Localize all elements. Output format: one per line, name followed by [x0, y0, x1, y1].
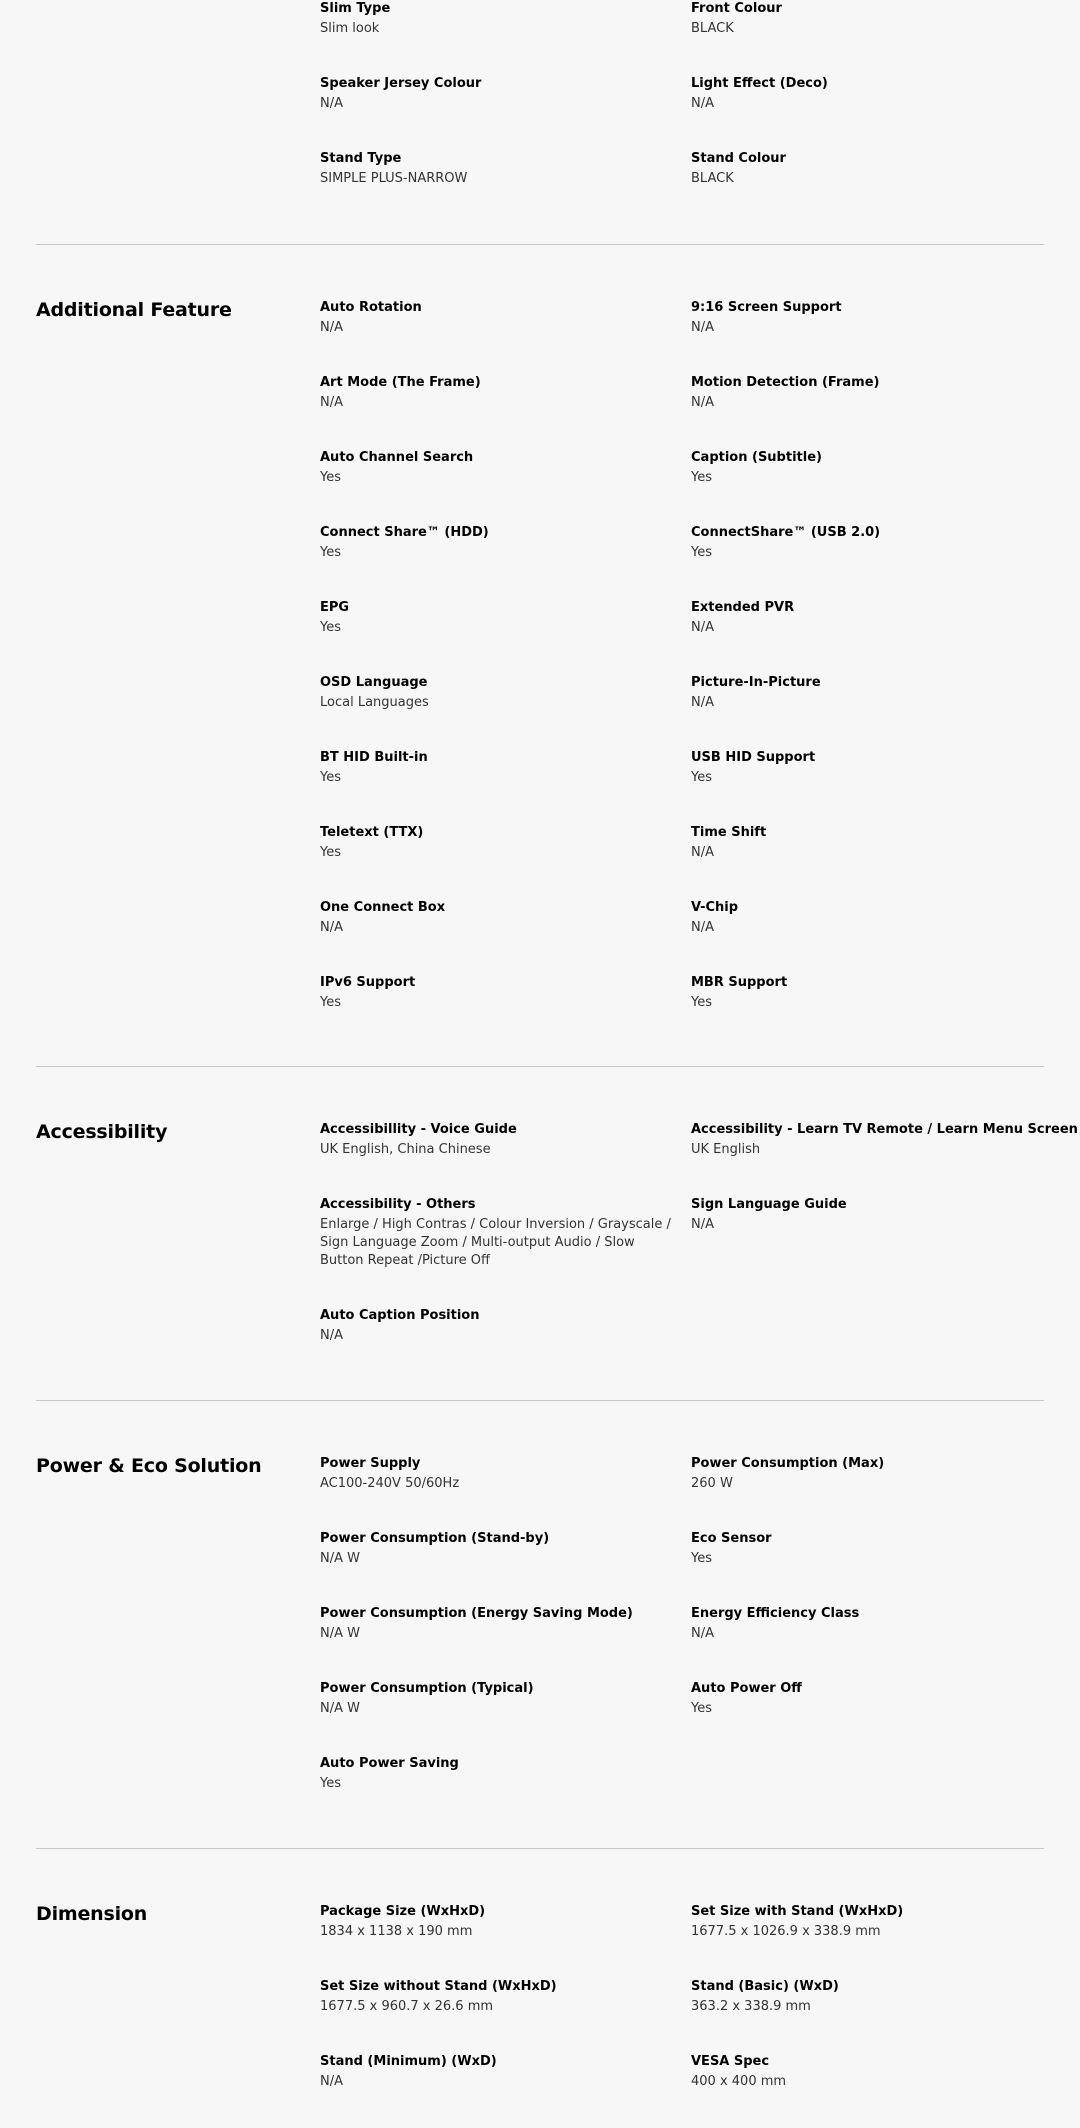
spec-name: ConnectShare™ (USB 2.0) [691, 525, 881, 540]
spec-item-package-size [320, 1903, 691, 1978]
spec-name: USB HID Support [691, 750, 816, 765]
spec-item-set-size-with-stand [691, 1903, 1044, 1978]
spec-name: Auto Channel Search [320, 450, 474, 465]
spec-section-additional-feature [36, 245, 1044, 1067]
spec-name: Caption (Subtitle) [691, 450, 822, 465]
spec-value: Yes [320, 545, 341, 560]
spec-name: V-Chip [691, 900, 739, 915]
section-title: Power & Eco Solution [36, 1455, 262, 1477]
spec-name: VESA Spec [691, 2054, 770, 2069]
spec-grid [320, 299, 1044, 1049]
spec-value: Yes [691, 1551, 712, 1566]
spec-name: Accessibility - Others [320, 1197, 476, 1212]
spec-value: 1677.5 x 960.7 x 26.6 mm [320, 1999, 494, 2014]
spec-item-energy-efficiency-class [691, 1605, 1044, 1680]
spec-name: Auto Rotation [320, 300, 422, 315]
spec-value: Yes [320, 620, 341, 635]
spec-value: 363.2 x 338.9 mm [691, 1999, 811, 2014]
spec-item-v-chip [691, 899, 1044, 974]
spec-name: Package Size (WxHxD) [320, 1904, 486, 1919]
spec-name: Picture-In-Picture [691, 675, 821, 690]
spec-value: N/A [691, 320, 714, 335]
spec-item-one-connect-box [320, 899, 691, 974]
spec-item-auto-power-saving [320, 1755, 691, 1830]
spec-name: Stand (Basic) (WxD) [691, 1979, 839, 1994]
spec-item-teletext [320, 824, 691, 899]
spec-item-set-size-without-stand [320, 1978, 691, 2053]
spec-value: Yes [691, 470, 712, 485]
spec-item-connect-share-usb [691, 524, 1044, 599]
spec-name: Teletext (TTX) [320, 825, 424, 840]
spec-item-power-supply [320, 1455, 691, 1530]
spec-item-accessibility-others [320, 1196, 691, 1307]
spec-value: UK English, China Chinese [320, 1142, 491, 1157]
spec-item-epg [320, 599, 691, 674]
spec-item-9-16-screen-support [691, 299, 1044, 374]
spec-item-stand-colour [691, 150, 1044, 225]
spec-name: Set Size without Stand (WxHxD) [320, 1979, 557, 1994]
spec-name: Motion Detection (Frame) [691, 375, 880, 390]
spec-value: N/A [320, 2074, 343, 2089]
spec-item-power-consumption-typical [320, 1680, 691, 1755]
spec-item-motion-detection [691, 374, 1044, 449]
spec-name: 9:16 Screen Support [691, 300, 842, 315]
spec-value: Yes [691, 770, 712, 785]
spec-value: BLACK [691, 171, 734, 186]
spec-item-ipv6-support [320, 974, 691, 1049]
spec-value: N/A [320, 920, 343, 935]
spec-value: Yes [320, 1776, 341, 1791]
spec-value: Enlarge / High Contras / Colour Inversion / Grayscale / Sign Language Zoom / Multi-output Audio / Slow Button Repeat /Picture Off [320, 1217, 671, 1268]
spec-item-slim-type [320, 0, 691, 75]
spec-value: N/A [320, 320, 343, 335]
spec-item-voice-guide [320, 1121, 691, 1196]
spec-name: Power Supply [320, 1456, 421, 1471]
spec-section-design [36, 0, 1044, 245]
spec-value: N/A [691, 845, 714, 860]
spec-section-accessibility [36, 1067, 1078, 1401]
spec-page [36, 0, 1078, 2128]
spec-name: Eco Sensor [691, 1531, 772, 1546]
spec-value: BLACK [691, 21, 734, 36]
spec-item-stand-type [320, 150, 691, 225]
spec-value: 260 W [691, 1476, 733, 1491]
spec-value: N/A [320, 96, 343, 111]
spec-value: AC100-240V 50/60Hz [320, 1476, 460, 1491]
spec-name: Extended PVR [691, 600, 795, 615]
spec-name: Accessibility - Learn TV Remote / Learn Menu Screen [691, 1122, 1078, 1137]
spec-name: Stand (Minimum) (WxD) [320, 2054, 497, 2069]
spec-name: MBR Support [691, 975, 788, 990]
spec-item-power-consumption-energy-saving [320, 1605, 691, 1680]
spec-grid [320, 0, 1044, 225]
spec-name: BT HID Built-in [320, 750, 428, 765]
spec-name: Accessibillity - Voice Guide [320, 1122, 517, 1137]
section-title: Additional Feature [36, 299, 232, 321]
spec-item-vesa-spec [691, 2053, 1044, 2128]
spec-item-art-mode [320, 374, 691, 449]
spec-item-auto-rotation [320, 299, 691, 374]
spec-value: N/A [691, 1626, 714, 1641]
spec-value: Yes [691, 545, 712, 560]
spec-section-power-eco [36, 1401, 1044, 1849]
spec-name: Power Consumption (Stand-by) [320, 1531, 550, 1546]
spec-item-stand-minimum [320, 2053, 691, 2128]
spec-item-light-effect [691, 75, 1044, 150]
spec-value: N/A [320, 1328, 343, 1343]
spec-value: Local Languages [320, 695, 429, 710]
spec-value: Yes [320, 995, 341, 1010]
spec-value: 1834 x 1138 x 190 mm [320, 1924, 473, 1939]
spec-item-auto-caption-position [320, 1307, 691, 1382]
spec-item-caption-subtitle [691, 449, 1044, 524]
spec-name: Stand Colour [691, 151, 786, 166]
spec-item-extended-pvr [691, 599, 1044, 674]
spec-item-auto-power-off [691, 1680, 1044, 1755]
spec-item-connect-share-hdd [320, 524, 691, 599]
spec-value: N/A W [320, 1701, 360, 1716]
spec-item-time-shift [691, 824, 1044, 899]
section-title: Accessibility [36, 1121, 168, 1143]
spec-value: Yes [691, 995, 712, 1010]
spec-value: Yes [320, 770, 341, 785]
spec-value: N/A [691, 920, 714, 935]
spec-item-bt-hid-built-in [320, 749, 691, 824]
spec-name: Time Shift [691, 825, 767, 840]
spec-item-mbr-support [691, 974, 1044, 1049]
spec-item-sign-language-guide [691, 1196, 1044, 1307]
spec-value: N/A [691, 620, 714, 635]
spec-value: N/A [691, 695, 714, 710]
spec-item-osd-language [320, 674, 691, 749]
spec-item-front-colour [691, 0, 1044, 75]
spec-name: Auto Caption Position [320, 1308, 480, 1323]
spec-value: 400 x 400 mm [691, 2074, 787, 2089]
spec-value: N/A [691, 395, 714, 410]
spec-item-stand-basic [691, 1978, 1044, 2053]
spec-name: Sign Language Guide [691, 1197, 847, 1212]
spec-name: Energy Efficiency Class [691, 1606, 860, 1621]
spec-grid [320, 1121, 1078, 1382]
spec-value: Yes [691, 1701, 712, 1716]
spec-item-power-consumption-standby [320, 1530, 691, 1605]
spec-name: Light Effect (Deco) [691, 76, 828, 91]
spec-name: Front Colour [691, 1, 782, 16]
spec-name: IPv6 Support [320, 975, 416, 990]
spec-name: Stand Type [320, 151, 402, 166]
spec-item-power-consumption-max [691, 1455, 1044, 1530]
spec-value: N/A [320, 395, 343, 410]
spec-name: Power Consumption (Typical) [320, 1681, 534, 1696]
spec-item-picture-in-picture [691, 674, 1044, 749]
spec-section-dimension [36, 1849, 1044, 2128]
spec-item-learn-tv-remote [691, 1121, 1078, 1196]
spec-name: EPG [320, 600, 350, 615]
spec-name: Set Size with Stand (WxHxD) [691, 1904, 904, 1919]
spec-value: N/A W [320, 1551, 360, 1566]
spec-value: Yes [320, 845, 341, 860]
spec-name: Speaker Jersey Colour [320, 76, 482, 91]
spec-value: 1677.5 x 1026.9 x 338.9 mm [691, 1924, 881, 1939]
spec-item-eco-sensor [691, 1530, 1044, 1605]
spec-value: N/A W [320, 1626, 360, 1641]
spec-value: UK English [691, 1142, 761, 1157]
spec-value: N/A [691, 1217, 714, 1232]
spec-name: Slim Type [320, 1, 391, 16]
spec-grid [320, 1903, 1044, 2128]
spec-name: Art Mode (The Frame) [320, 375, 481, 390]
spec-name: Power Consumption (Max) [691, 1456, 885, 1471]
spec-name: Auto Power Off [691, 1681, 802, 1696]
spec-value: N/A [691, 96, 714, 111]
section-title: Dimension [36, 1903, 148, 1925]
spec-grid [320, 1455, 1044, 1830]
spec-name: Power Consumption (Energy Saving Mode) [320, 1606, 633, 1621]
spec-value: SIMPLE PLUS-NARROW [320, 171, 468, 186]
spec-name: One Connect Box [320, 900, 446, 915]
spec-value: Yes [320, 470, 341, 485]
spec-name: OSD Language [320, 675, 428, 690]
spec-item-usb-hid-support [691, 749, 1044, 824]
spec-item-speaker-jersey-colour [320, 75, 691, 150]
spec-item-auto-channel-search [320, 449, 691, 524]
spec-name: Auto Power Saving [320, 1756, 459, 1771]
spec-value: Slim look [320, 21, 380, 36]
spec-name: Connect Share™ (HDD) [320, 525, 489, 540]
